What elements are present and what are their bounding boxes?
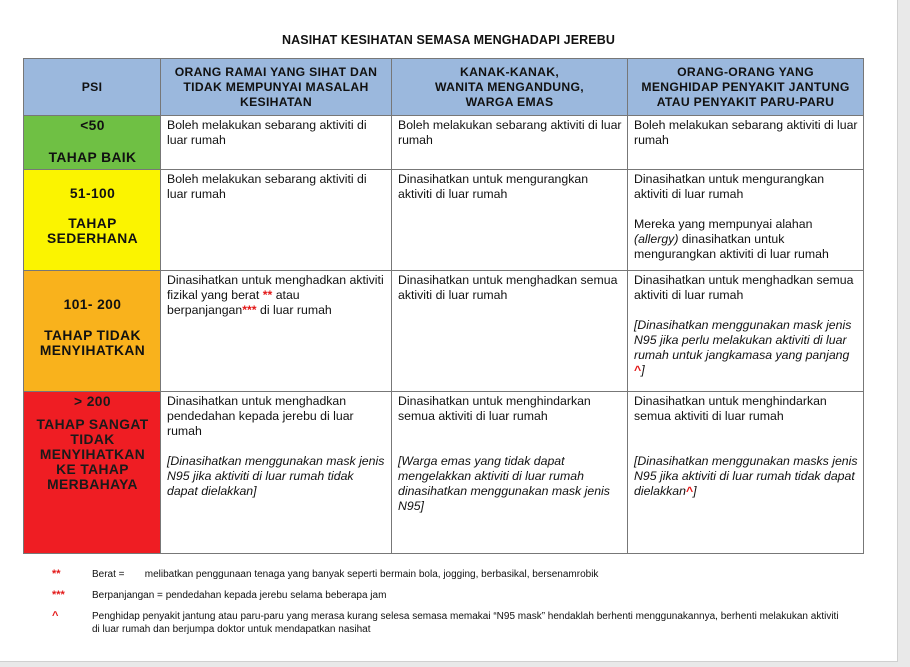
psi-level-name: TAHAP SANGAT TIDAK MENYIHATKAN KE TAHAP MERBAHAYA [36, 417, 149, 492]
advice-text: ] [641, 363, 645, 377]
advice-heart-good: Boleh melakukan sebarang aktiviti di luar rumah [628, 116, 864, 170]
advice-text: Mereka yang mempunyai alahan [634, 217, 813, 231]
footnote-definition: Penghidap penyakit jantung atau paru-paru yang merasa kurang selesa semasa memakai “N95 mask” hendaklah berhenti menggunakannya, berhenti melakukan aktiviti di luar rumah dan berjumpa doktor untuk mendapatkan nasihat [92, 611, 839, 635]
haze-advice-table [23, 58, 864, 554]
advice-paragraph: Dinasihatkan untuk menghadkan pendedahan kepada jerebu di luar rumah [167, 394, 354, 438]
psi-level-good [24, 116, 161, 170]
psi-range: <50 [80, 118, 105, 133]
footnote-text [92, 568, 842, 581]
advice-healthy-very-unhealthy [161, 392, 392, 554]
footnotes [52, 568, 842, 644]
psi-range: 51-100 [69, 186, 116, 201]
advice-paragraph: [Dinasihatkan menggunakan mask jenis N95 jika aktiviti di luar rumah tidak dapat dielakkan] [167, 454, 385, 498]
header-healthy-public: ORANG RAMAI YANG SIHAT DAN TIDAK MEMPUNYAI MASALAH KESIHATAN [161, 59, 392, 116]
footnote-term: Berpanjangan = [92, 590, 163, 601]
psi-range: > 200 [74, 394, 111, 409]
table-row-very-unhealthy [24, 392, 864, 554]
header-psi: PSI [24, 59, 161, 116]
header-children-line: KANAK-KANAK, [459, 64, 560, 79]
advice-text: [Dinasihatkan menggunakan masks jenis N95 jika aktiviti di luar rumah tidak dapat dielakkan [634, 454, 858, 498]
advice-paragraph: Dinasihatkan untuk menghindarkan semua aktiviti di luar rumah [634, 394, 827, 423]
footnote-mark: *** [52, 589, 65, 601]
advice-healthy-good: Boleh melakukan sebarang aktiviti di luar rumah [161, 116, 392, 170]
advice-paragraph [634, 454, 858, 499]
table-header-row [24, 59, 864, 116]
header-children-line: WANITA MENGANDUNG, [435, 79, 584, 94]
advice-text: Dinasihatkan untuk menghadkan aktiviti fizikal yang berat [167, 273, 384, 302]
psi-level-name: TAHAP TIDAK MENYIHATKAN [39, 328, 146, 358]
psi-level-unhealthy [24, 271, 161, 392]
footnote-mark: ^ [52, 610, 59, 622]
advice-paragraph: [Warga emas yang tidak dapat mengelakkan aktiviti di luar rumah dinasihatkan menggunakan mask jenis N95] [398, 454, 610, 513]
advice-heart-very-unhealthy [628, 392, 864, 554]
allergy-term: (allergy) [634, 232, 679, 246]
advice-text: [Dinasihatkan menggunakan mask jenis N95 jika perlu melakukan aktiviti di luar rumah untuk jangkamasa yang panjang [634, 318, 852, 362]
footnote-mark: ** [262, 288, 273, 302]
advice-text: atau berpanjangan [167, 288, 300, 317]
advice-paragraph: Dinasihatkan untuk menghindarkan semua aktiviti di luar rumah [398, 394, 591, 423]
psi-level-name: TAHAP BAIK [48, 150, 137, 165]
advice-children-unhealthy: Dinasihatkan untuk menghadkan semua aktiviti di luar rumah [392, 271, 628, 392]
advice-heart-unhealthy [628, 271, 864, 392]
table-row-moderate [24, 170, 864, 271]
advice-paragraph: Dinasihatkan untuk menghadkan semua aktiviti di luar rumah [634, 273, 854, 302]
footnote-definition: pendedahan kepada jerebu selama beberapa jam [165, 590, 387, 601]
advice-text: di luar rumah [256, 303, 332, 317]
footnote-mark: *** [242, 303, 257, 317]
footnote-row [52, 610, 842, 636]
table-row-unhealthy [24, 271, 864, 392]
footnote-mark: ^ [685, 484, 694, 498]
advice-text: ] [693, 484, 697, 498]
advice-children-very-unhealthy [392, 392, 628, 554]
psi-level-name: TAHAP SEDERHANA [47, 216, 138, 246]
header-heart-lung-patients [628, 59, 864, 116]
psi-level-moderate [24, 170, 161, 271]
header-heart-line: ORANG-ORANG YANG [677, 64, 814, 79]
footnote-mark: ^ [634, 363, 642, 377]
header-children-line: WARGA EMAS [465, 94, 554, 109]
footnote-mark: ** [52, 568, 61, 580]
header-children-pregnant-elderly [392, 59, 628, 116]
advice-text: dinasihatkan untuk mengurangkan aktiviti di luar rumah [634, 232, 829, 261]
advice-paragraph [634, 217, 858, 262]
footnote-text [92, 589, 842, 602]
advice-children-good: Boleh melakukan sebarang aktiviti di luar rumah [392, 116, 628, 170]
advice-paragraph: Dinasihatkan untuk mengurangkan aktiviti di luar rumah [634, 172, 825, 201]
table-row-good [24, 116, 864, 170]
psi-range: 101- 200 [63, 297, 122, 312]
document-title: NASIHAT KESIHATAN SEMASA MENGHADAPI JEREBU [282, 33, 615, 47]
advice-healthy-unhealthy [161, 271, 392, 392]
header-heart-line: ATAU PENYAKIT PARU-PARU [656, 94, 835, 109]
footnote-term: Berat = [92, 569, 125, 580]
psi-level-very-unhealthy [24, 392, 161, 554]
header-heart-line: MENGHIDAP PENYAKIT JANTUNG [641, 79, 850, 94]
footnote-row [52, 568, 842, 581]
footnote-definition: melibatkan penggunaan tenaga yang banyak seperti bermain bola, jogging, berbasikal, bersenamrobik [144, 569, 599, 580]
footnote-row [52, 589, 842, 602]
advice-heart-moderate [628, 170, 864, 271]
advice-children-moderate: Dinasihatkan untuk mengurangkan aktiviti di luar rumah [392, 170, 628, 271]
advice-paragraph [634, 318, 858, 378]
advice-healthy-moderate: Boleh melakukan sebarang aktiviti di luar rumah [161, 170, 392, 271]
